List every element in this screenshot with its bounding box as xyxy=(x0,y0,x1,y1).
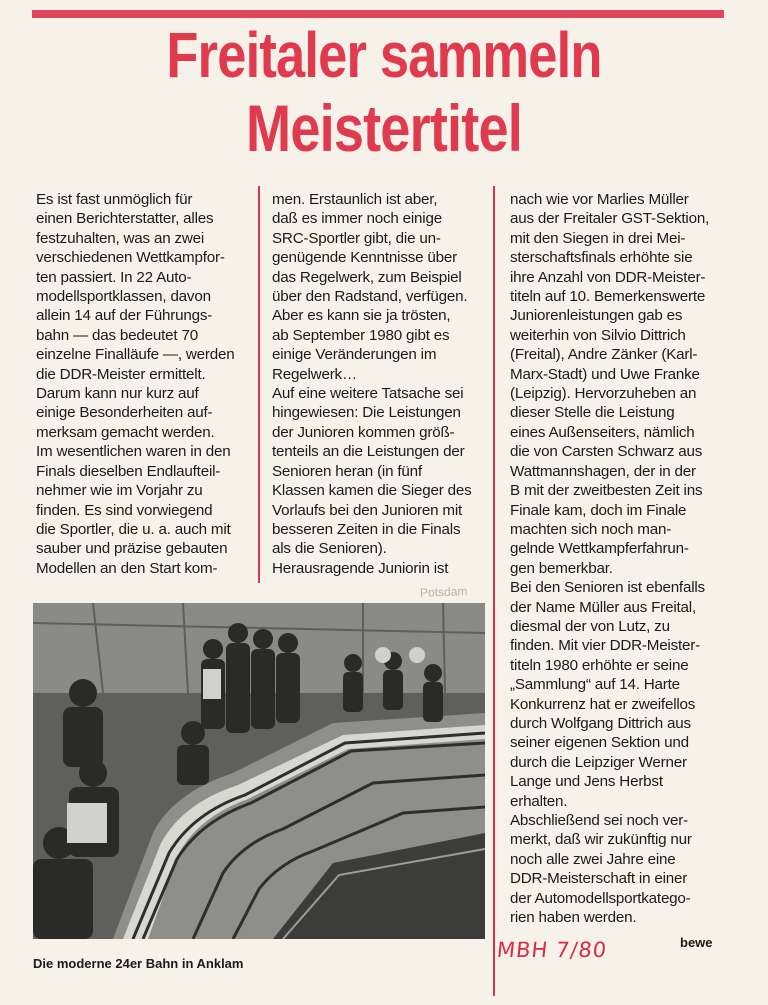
bleed-through-text: Potsdam xyxy=(419,584,468,600)
photo-caption: Die moderne 24er Bahn in Anklam xyxy=(33,956,244,971)
headline-line-2: Meistertitel xyxy=(246,91,522,165)
handwritten-source-note: MBH 7/80 xyxy=(495,938,609,962)
column-divider-1 xyxy=(258,186,260,583)
article-column-1: Es ist fast unmöglich für einen Berichterstatter, alles festzuhalten, was an zwei verschiedenen Wettkampfor- ten passiert. In 22 Auto- modellsportklassen, davon allein 14 auf der Führungs- bahn — das bedeutet 70 einzelne Finalläufe —, werden die DDR-Meister ermittelt. Darum kann nur kurz auf einige Besonderheiten auf- merksam gemacht werden. Im wesentlichen waren in den Finals dieselben Endlaufteil- nehmer wie im Vorjahr zu finden. Es sind vorwiegend die Sportler, die u. a. auch mit sauber und präzise gebauten Modellen an den Start kom- xyxy=(36,191,235,577)
top-red-rule xyxy=(32,10,724,18)
author-signature: bewe xyxy=(680,935,713,950)
race-track-photo-graphic xyxy=(33,603,485,939)
column-divider-2 xyxy=(493,186,495,996)
headline-line-1: Freitaler sammeln xyxy=(166,19,602,91)
article-column-3: nach wie vor Marlies Müller aus der Freitaler GST-Sektion, mit den Siegen in drei Mei- sterschaftsfinals erhöhte sie ihre Anzahl von DDR-Meister- titeln auf 10. Bemerkenswerte Juniorenleistungen gab es weiterhin von Silvio Dittrich (Freital), Andre Zänker (Karl- Marx-Stadt) und Uwe Franke (Leipzig). Hervorzuheben an dieser Stelle die Leistung eines Außenseiters, nämlich die von Carsten Schwarz aus Wattmannshagen, der in der B mit der zweitbesten Zeit ins Finale kam, doch im Finale machten sich noch man- gelnde Wettkampferfahrun- gen bemerkbar. Bei den Senioren ist ebenfalls der Name Müller aus Freital, diesmal der von Lutz, zu finden. Mit vier DDR-Meister- titeln 1980 erhöhte er seine „Sammlung“ auf 14. Harte Konkurrenz hat er zweifellos durch Wolfgang Dittrich aus seiner eigenen Sektion und durch die Leipziger Werner Lange und Jens Herbst erhalten. Abschließend sei noch ver- merkt, daß wir zukünftig nur noch alle zwei Jahre eine DDR-Meisterschaft in einer der Automodellsportkatego- rien haben werden. xyxy=(510,191,710,927)
article-column-2: men. Erstaunlich ist aber, daß es immer noch einige SRC-Sportler gibt, die un- genügende Kenntnisse über das Regelwerk, zum Beispiel über den Radstand, verfügen. Aber es kann sie ja trösten, ab September 1980 gibt es einige Veränderungen im Regelwerk… Auf eine weitere Tatsache sei hingewiesen: Die Leistungen der Junioren kommen größ- tenteils an die Leistungen der Senioren heran (in fünf Klassen kamen die Sieger des Vorlaufs bei den Junioren mit besseren Zeiten in die Finals als die Senioren). Herausragende Juniorin ist xyxy=(272,191,472,577)
race-track-photo xyxy=(33,603,485,939)
